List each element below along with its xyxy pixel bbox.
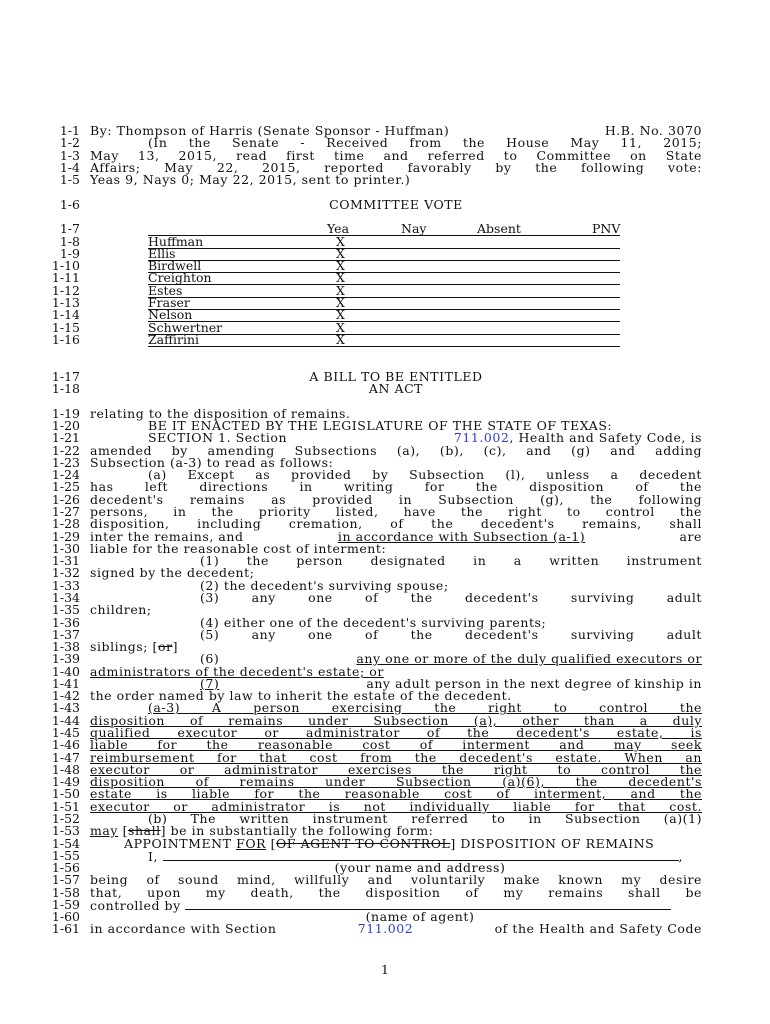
line-number: 1-41: [51, 676, 80, 691]
form-caption: (your name and address): [334, 860, 506, 875]
deleted-text: OF AGENT TO CONTROL: [276, 836, 451, 851]
inserted-line: qualified executor or administrator of the decedent's estate, is: [90, 725, 702, 740]
member-name: Huffman: [148, 234, 204, 249]
member-name: Nelson: [148, 307, 193, 322]
line-number: 1-55: [51, 848, 80, 863]
header-line: May 13, 2015, read first time and referred to Committee on State: [90, 148, 702, 163]
line-number: 1-12: [51, 283, 80, 298]
text-segment: (6): [200, 651, 220, 666]
body-line: (5) any one of the decedent's surviving adult: [200, 627, 702, 642]
line-number: 1-1: [59, 123, 80, 138]
inserted-line: liable for the reasonable cost of interment and may seek: [90, 737, 702, 752]
line-number: 1-13: [51, 295, 80, 310]
member-vote: X: [336, 332, 345, 347]
line-number: 1-26: [51, 492, 80, 507]
line-number: 1-2: [59, 135, 80, 150]
line-number: 1-37: [51, 627, 80, 642]
line-number: 1-20: [51, 418, 80, 433]
line-number: 1-25: [51, 479, 80, 494]
line-number: 1-18: [51, 381, 80, 396]
line-number: 1-61: [51, 921, 80, 936]
line-number: 1-7: [59, 221, 80, 236]
line-number: 1-53: [51, 823, 80, 838]
line-number: 1-9: [59, 246, 80, 261]
line-number: 1-33: [51, 578, 80, 593]
bill-number: H.B. No. 3070: [604, 123, 702, 138]
body-line: [90, 923, 702, 935]
deleted-text: or: [158, 639, 173, 654]
line-number: 1-44: [51, 713, 80, 728]
line-number: 1-23: [51, 455, 80, 470]
enacting-clause: BE IT ENACTED BY THE LEGISLATURE OF THE STATE OF TEXAS:: [148, 418, 613, 433]
body-line: liable for the reasonable cost of interment:: [90, 541, 387, 556]
line-number: 1-32: [51, 565, 80, 580]
line-number: 1-36: [51, 615, 80, 630]
inserted-line: reimbursement for that cost from the decedent's estate. When an: [90, 750, 702, 765]
header-line: Affairs; May 22, 2015, reported favorably by the following vote:: [90, 160, 702, 175]
line-number: 1-42: [51, 688, 80, 703]
statute-link[interactable]: 711.002: [357, 921, 414, 936]
line-number: 1-6: [59, 197, 80, 212]
text-segment: ] be in substantially the following form:: [160, 823, 434, 838]
line-number: 1-22: [51, 443, 80, 458]
member-name: Ellis: [148, 246, 176, 261]
form-caption: (name of agent): [365, 909, 475, 924]
text-segment: [: [122, 823, 128, 838]
line-number: 1-14: [51, 307, 80, 322]
text-segment: I,: [148, 849, 159, 864]
form-title: [124, 838, 702, 850]
member-name: Creighton: [148, 270, 212, 285]
line-number: 1-34: [51, 590, 80, 605]
line-number: 1-59: [51, 897, 80, 912]
section-label: SECTION 1. Section: [148, 430, 288, 445]
member-name: Zaffirini: [148, 332, 200, 347]
body-line: that, upon my death, the disposition of my remains shall be: [90, 885, 702, 900]
line-number: 1-28: [51, 516, 80, 531]
header-line: Yeas 9, Nays 0; May 22, 2015, sent to printer.): [90, 172, 411, 187]
line-number: 1-29: [51, 529, 80, 544]
member-vote: X: [336, 234, 345, 249]
inserted-line: estate is liable for the reasonable cost of interment, and the: [90, 786, 702, 801]
line-number: 1-8: [59, 234, 80, 249]
inserted-text: administrators of the decedent's estate; or: [90, 664, 384, 679]
header-line: (In the Senate - Received from the House May 11, 2015;: [148, 135, 702, 150]
body-line: children;: [90, 602, 152, 617]
line-number: 1-16: [51, 332, 80, 347]
text-segment: ,: [678, 849, 684, 864]
line-number: 1-51: [51, 799, 80, 814]
page-number: 1: [381, 962, 389, 977]
line-number: 1-4: [59, 160, 80, 175]
text-segment: [: [270, 836, 277, 851]
body-line: (b) The written instrument referred to in Subsection (a)(1): [148, 811, 702, 826]
inserted-text: in accordance with Subsection (a-1): [337, 529, 586, 544]
bill-title: A BILL TO BE ENTITLED: [309, 369, 483, 384]
body-line: decedent's remains as provided in Subsection (g), the following: [90, 492, 702, 507]
member-vote: X: [336, 307, 345, 322]
member-name: Estes: [148, 283, 183, 298]
inserted-line: disposition of remains under Subsection (a)(6), the decedent's: [90, 774, 702, 789]
line-number: 1-52: [51, 811, 80, 826]
line-number: 1-60: [51, 909, 80, 924]
text-segment: siblings; [: [90, 639, 158, 654]
line-number: 1-3: [59, 148, 80, 163]
line-number: 1-50: [51, 786, 80, 801]
line-number: 1-48: [51, 762, 80, 777]
body-line: (2) the decedent's surviving spouse;: [200, 578, 449, 593]
member-vote: X: [336, 295, 345, 310]
line-number: 1-10: [51, 258, 80, 273]
inserted-line: (a-3) A person exercising the right to control the: [148, 700, 702, 715]
body-line: amended by amending Subsections (a), (b), (c), and (g) and adding: [90, 443, 702, 458]
text-segment: inter the remains, and: [90, 529, 244, 544]
line-number: 1-30: [51, 541, 80, 556]
line-number: 1-49: [51, 774, 80, 789]
line-number: 1-38: [51, 639, 80, 654]
line-number: 1-35: [51, 602, 80, 617]
line-number: 1-46: [51, 737, 80, 752]
text-segment: controlled by: [90, 898, 181, 913]
text-segment: of the Health and Safety Code: [494, 921, 702, 936]
deleted-text: shall: [128, 823, 161, 838]
text-segment: in accordance with Section: [90, 921, 277, 936]
member-vote: X: [336, 320, 345, 335]
vote-row: [148, 272, 620, 285]
section-rest: , Health and Safety Code, is: [509, 430, 702, 445]
body-line: persons, in the priority listed, have the right to control the: [90, 504, 702, 519]
sponsor-text: By: Thompson of Harris (Senate Sponsor - Huffman): [90, 123, 450, 138]
line-number: 1-27: [51, 504, 80, 519]
caption-line: relating to the disposition of remains.: [90, 406, 351, 421]
member-vote: X: [336, 246, 345, 261]
line-number: 1-17: [51, 369, 80, 384]
line-number: 1-54: [51, 836, 80, 851]
text-segment: ] DISPOSITION OF REMAINS: [450, 836, 655, 851]
line-number: 1-11: [51, 270, 80, 285]
line-number: 1-43: [51, 700, 80, 715]
line-number: 1-19: [51, 406, 80, 421]
body-line: (1) the person designated in a written instrument: [200, 553, 702, 568]
inserted-text: (7): [200, 676, 220, 691]
column-nay: Nay: [401, 221, 427, 236]
line-number: 1-58: [51, 885, 80, 900]
line-number: 1-39: [51, 651, 80, 666]
inserted-text: any one or more of the duly qualified executors or: [356, 651, 702, 666]
member-name: Schwertner: [148, 320, 223, 335]
line-number: 1-45: [51, 725, 80, 740]
line-number: 1-31: [51, 553, 80, 568]
text-segment: ]: [172, 639, 179, 654]
line-number: 1-24: [51, 467, 80, 482]
inserted-line: executor or administrator is not individually liable for that cost.: [90, 799, 702, 814]
line-number: 1-57: [51, 872, 80, 887]
text-segment: APPOINTMENT: [124, 836, 232, 851]
body-line: (4) either one of the decedent's surviving parents;: [200, 615, 547, 630]
body-line: has left directions in writing for the disposition of the: [90, 479, 702, 494]
column-yea: Yea: [327, 221, 350, 236]
member-name: Birdwell: [148, 258, 202, 273]
statute-link[interactable]: 711.002: [453, 430, 510, 445]
line-number: 1-5: [59, 172, 80, 187]
body-line: Subsection (a-3) to read as follows:: [90, 455, 334, 470]
line-number: 1-56: [51, 860, 80, 875]
line-number: 1-15: [51, 320, 80, 335]
line-number: 1-47: [51, 750, 80, 765]
text-segment: any adult person in the next degree of kinship in: [366, 676, 702, 691]
act-title: AN ACT: [368, 381, 424, 396]
member-vote: X: [336, 258, 345, 273]
line-number: 1-40: [51, 664, 80, 679]
text-segment: are: [679, 529, 702, 544]
inserted-text: FOR: [236, 836, 267, 851]
body-line: disposition, including cremation, of the decedent's remains, shall: [90, 516, 702, 531]
member-vote: X: [336, 283, 345, 298]
member-vote: X: [336, 270, 345, 285]
column-pnv: PNV: [592, 221, 621, 236]
body-line: (a) Except as provided by Subsection (l), unless a decedent: [148, 467, 702, 482]
member-name: Fraser: [148, 295, 190, 310]
vote-row: [148, 334, 620, 347]
body-line: signed by the decedent;: [90, 565, 255, 580]
inserted-text: may: [90, 823, 119, 838]
line-number: 1-21: [51, 430, 80, 445]
inserted-line: executor or administrator exercises the right to control the: [90, 762, 702, 777]
column-absent: Absent: [477, 221, 521, 236]
committee-title: COMMITTEE VOTE: [329, 197, 463, 212]
body-line: the order named by law to inherit the estate of the decedent.: [90, 688, 512, 703]
inserted-line: disposition of remains under Subsection (a), other than a duly: [90, 713, 702, 728]
body-line: being of sound mind, willfully and voluntarily make known my desire: [90, 872, 702, 887]
body-line: (3) any one of the decedent's surviving adult: [200, 590, 702, 605]
